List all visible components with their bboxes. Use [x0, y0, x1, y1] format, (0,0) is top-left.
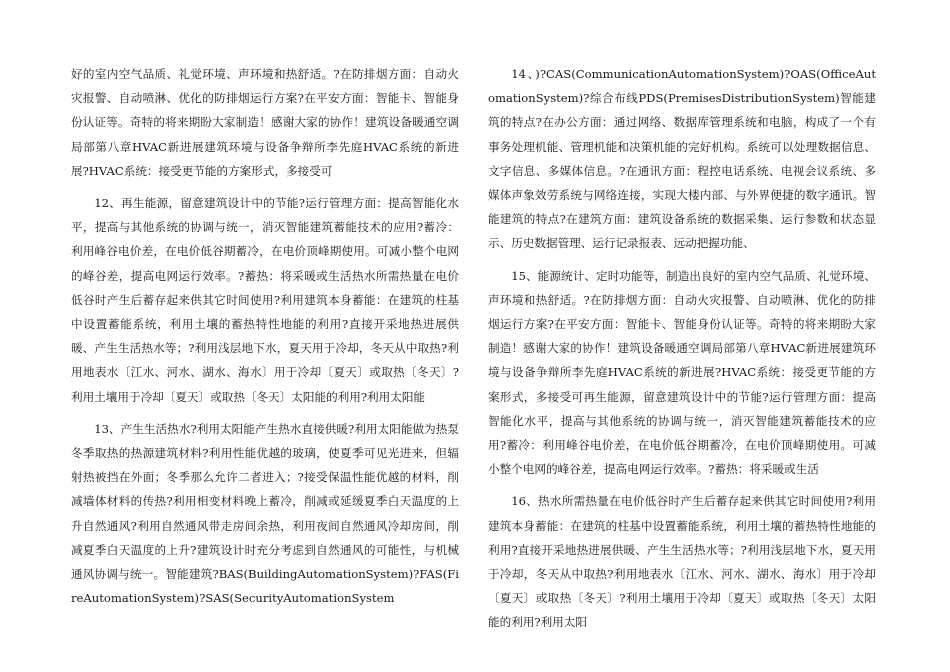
paragraph-16: 16、热水所需热量在电价低谷时产生后蓄存起来供其它时间使用?利用建筑本身蓄能：在建筑的柱基中设置蓄能系统，利用土壤的蓄热特性地能的利用?直接开采地热进展供暖、产生生活热水等；?利用浅层地下水，夏天用于冷却，冬天从中取热?利用地表水〔江水、河水、湖水、海水〕用于冷却〔夏天〕或取热〔冬天〕?利用土壤用于冷却〔夏天〕或取热〔冬天〕太阳能的利用?利用太阳 — [488, 494, 876, 630]
right-text-column — [488, 62, 876, 643]
paragraph-continued: 好的室内空气品质、礼觉环境、声环境和热舒适。?在防排烟方面：自动火灾报警、自动喷淋、优化的防排烟运行方案?在平安方面：智能卡、智能身份认证等。奇特的将来期盼大家制造！感谢大家的协作！建筑设备暖通空调局部第八章HVAC新进展建筑环境与设备争辩所李先庭HVAC系统的新进展?HVAC系统：接受更节能的方案形式，多接受可 — [71, 67, 459, 178]
left-text-column — [71, 62, 459, 618]
paragraph-13: 13、产生生活热水?利用太阳能产生热水直接供暖?利用太阳能做为热泵冬季取热的热源建筑材料?利用性能优越的玻璃，使夏季可见光进来，但辐射热被挡在外面；冬季那么允许二者进入；?接受保温性能优越的材料，削减墙体材料的传热?利用相变材料晚上蓄冷，削减或延缓夏季白天温度的上升自然通风?利用自然通风带走房间余热，利用夜间自然通风冷却房间，削减夏季白天温度的上升?建筑设计时充分考虑到自然通风的可能性，与机械通风协调与统一。智能建筑?BAS(BuildingAutomationSystem)?FAS(FireAutomationSystem)?SAS(SecurityAutomationSystem — [71, 421, 459, 606]
paragraph-15: 15、能源统计、定时功能等，制造出良好的室内空气品质、礼觉环境、声环境和热舒适。?在防排烟方面：自动火灾报警、自动喷淋、优化的防排烟运行方案?在平安方面：智能卡、智能身份认证等。奇特的将来期盼大家制造！感谢大家的协作！建筑设备暖通空调局部第八章HVAC新进展建筑环境与设备争辩所李先庭HVAC系统的新进展?HVAC系统：接受更节能的方案形式，多接受可再生能源，留意建筑设计中的节能?运行管理方面：提高智能化水平，提高与其他系统的协调与统一，消灭智能建筑蓄能技术的应用?蓄冷：利用峰谷电价差，在电价低谷期蓄冷，在电价顶峰期使用。可减小整个电网的峰谷差，提高电网运行效率。?蓄热：将采暖或生活 — [488, 268, 876, 477]
paragraph-12: 12、再生能源，留意建筑设计中的节能?运行管理方面：提高智能化水平，提高与其他系统的协调与统一，消灭智能建筑蓄能技术的应用?蓄冷：利用峰谷电价差，在电价低谷期蓄冷，在电价顶峰期使用。可减小整个电网的峰谷差，提高电网运行效率。?蓄热：将采暖或生活热水所需热量在电价低谷时产生后蓄存起来供其它时间使用?利用建筑本身蓄能：在建筑的柱基中设置蓄能系统，利用土壤的蓄热特性地能的利用?直接开采地热进展供暖、产生生活热水等；?利用浅层地下水，夏天用于冷却，冬天从中取热?利用地表水〔江水、河水、湖水、海水〕用于冷却〔夏天〕或取热〔冬天〕?利用土壤用于冷却〔夏天〕或取热〔冬天〕太阳能的利用?利用太阳能 — [71, 196, 459, 404]
paragraph-14: 14、)?CAS(CommunicationAutomationSystem)?OAS(OfficeAutomationSystem)?综合布线PDS(PremisesDistributionSystem)智能建筑的特点?在办公方面：通过网络、数据库管理系统和电脑，构成了一个有事务处理机能、管理机能和决策机能的完好机构。系统可以处理数据信息、文字信息、多媒体信息。?在通讯方面：程控电话系统、电视会议系统、多媒体声象效劳系统与网络连接，实现大楼内部、与外界便捷的数字通讯。智能建筑的特点?在建筑方面：建筑设备系统的数据采集、运行参数和状态显示、历史数据管理、运行记录报表、远动把握功能、 — [488, 67, 876, 251]
